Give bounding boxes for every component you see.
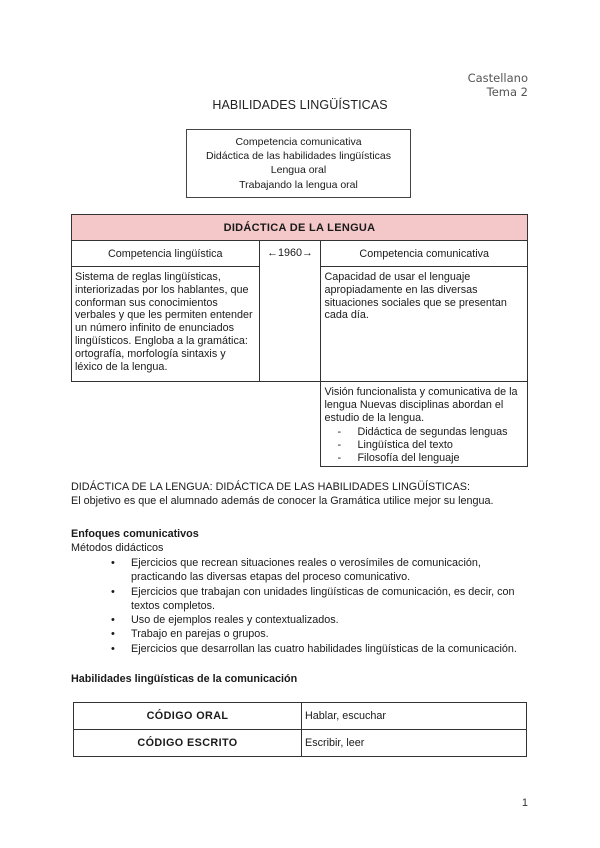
list-item: - Lingüística del texto bbox=[337, 439, 527, 452]
code-written: CÓDIGO ESCRITO bbox=[74, 730, 302, 757]
list-item: • Ejercicios que trabajan con unidades lingüísticas de comunicación, es decir, con textos completos. bbox=[111, 585, 531, 614]
code-oral-skills: Hablar, escuchar bbox=[302, 703, 527, 730]
table-row bbox=[74, 703, 527, 730]
didactics-objective: El objetivo es que el alumnado además de conocer la Gramática utilice mejor su lengua. bbox=[71, 495, 494, 507]
list-item: - Didáctica de segundas lenguas bbox=[337, 426, 527, 439]
didactics-table bbox=[71, 214, 528, 467]
list-item: • Trabajo en parejas o grupos. bbox=[111, 627, 531, 641]
didactics-heading: DIDÁCTICA DE LA LENGUA: DIDÁCTICA DE LAS HABILIDADES LINGÜÍSTICAS: bbox=[71, 481, 470, 493]
methods-list bbox=[71, 556, 531, 656]
topic-label: Tema 2 bbox=[486, 85, 528, 99]
linguistic-definition-cell bbox=[72, 267, 260, 382]
code-written-skills: Escribir, leer bbox=[302, 730, 527, 757]
communicative-definition: Capacidad de usar el lenguaje apropiadamente en las diversas situaciones sociales que se presentan cada día. bbox=[324, 271, 507, 322]
topic-line: Didáctica de las habilidades lingüísticas bbox=[205, 150, 392, 163]
topic-box bbox=[186, 129, 411, 198]
functional-view-text: Visión funcionalista y comunicativa de la lengua Nuevas disciplinas abordan el estudio de la lengua. bbox=[324, 386, 518, 424]
timeline-1960 bbox=[259, 241, 321, 382]
methods-list-container bbox=[71, 556, 531, 656]
topic-line: Competencia comunicativa bbox=[235, 136, 362, 148]
timeline-label: ←1960→ bbox=[267, 247, 313, 259]
communicative-definition-cell bbox=[321, 267, 528, 382]
functional-view-cell bbox=[321, 382, 528, 467]
topic-line: Trabajando la lengua oral bbox=[239, 178, 358, 191]
skills-heading: Habilidades lingüísticas de la comunicación bbox=[71, 673, 298, 685]
empty-cell bbox=[72, 382, 321, 467]
page-header bbox=[468, 71, 528, 99]
column-heading-communicative: Competencia comunicativa bbox=[321, 241, 528, 267]
list-item: • Ejercicios que recrean situaciones reales o verosímiles de comunicación, practicando las diversas etapas del proceso comunicativo. bbox=[111, 556, 531, 585]
disciplines-list bbox=[321, 426, 527, 464]
page-title: HABILIDADES LINGÜÍSTICAS bbox=[212, 98, 388, 112]
list-item: • Ejercicios que desarrollan las cuatro habilidades lingüísticas de la comunicación. bbox=[111, 642, 531, 656]
approaches-heading: Enfoques comunicativos bbox=[71, 528, 199, 540]
subject-label: Castellano bbox=[467, 71, 528, 85]
list-item: • Uso de ejemplos reales y contextualizados. bbox=[111, 613, 531, 627]
list-item: - Filosofía del lenguaje bbox=[337, 452, 527, 465]
code-oral: CÓDIGO ORAL bbox=[74, 703, 302, 730]
topic-line: Lengua oral bbox=[270, 164, 327, 177]
approaches-subheading: Métodos didácticos bbox=[71, 542, 164, 554]
skills-table bbox=[73, 702, 527, 757]
linguistic-definition: Sistema de reglas lingüísticas, interiorizadas por los hablantes, que conforman sus conocimientos verbales y que les permiten entender un número infinito de enunciados lingüísticos. Engloba a la gramática: ortografía, morfología sintaxis y léxico de la lengua. bbox=[75, 271, 253, 373]
page-number: 1 bbox=[521, 797, 528, 809]
table-row bbox=[74, 730, 527, 757]
column-heading-linguistic: Competencia lingüística bbox=[72, 241, 260, 267]
table-header: DIDÁCTICA DE LA LENGUA bbox=[72, 215, 528, 241]
